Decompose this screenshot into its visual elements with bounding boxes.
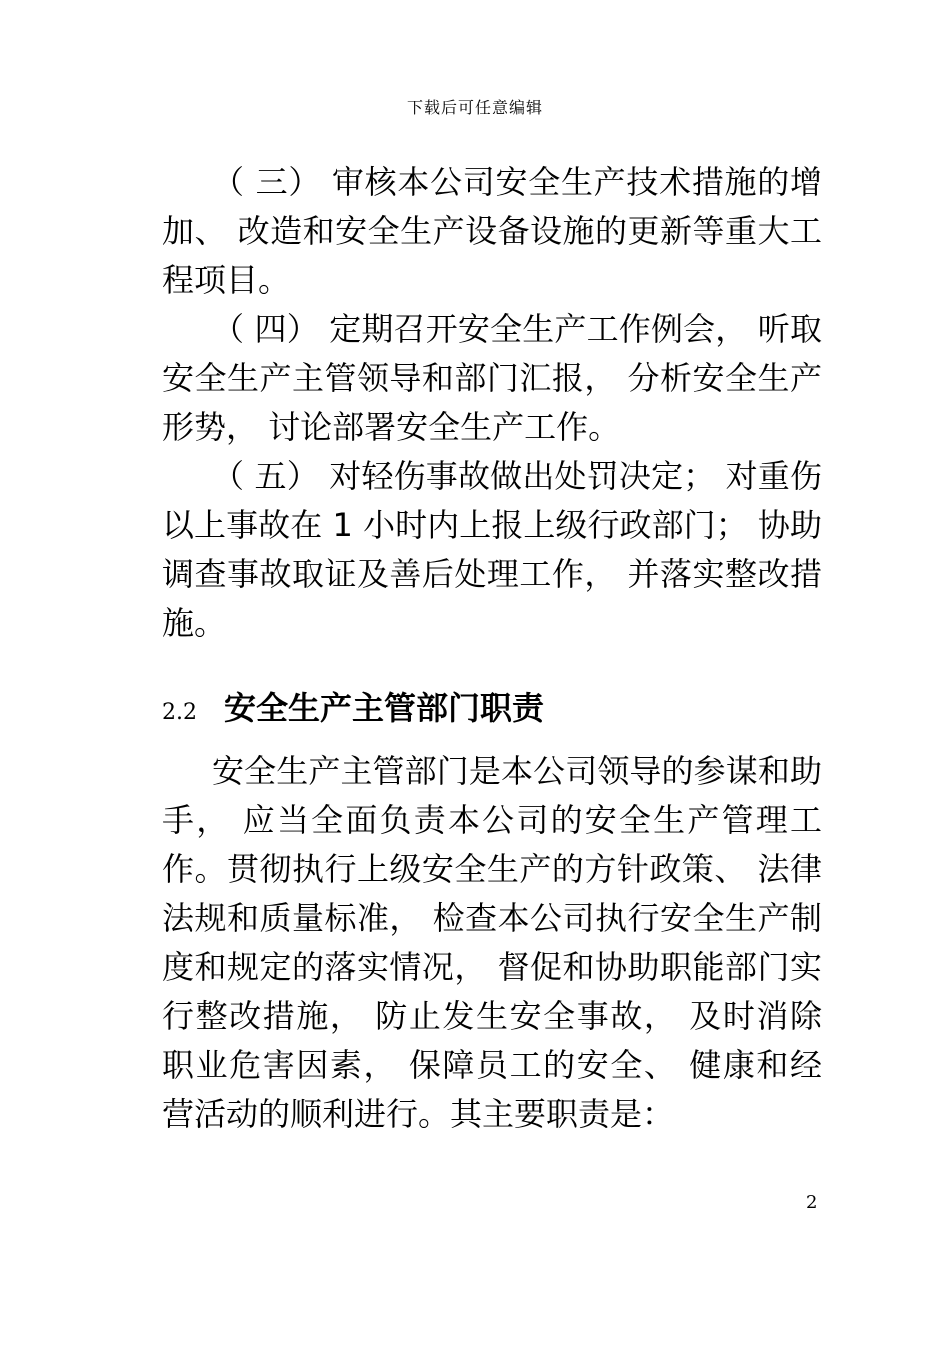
paragraph-item-4: （ 四） 定期召开安全生产工作例会， 听取安全生产主管领导和部门汇报， 分析安全生产形势， 讨论部署安全生产工作。 bbox=[162, 310, 822, 446]
paragraph-item-5: （ 五） 对轻伤事故做出处罚决定； 对重伤以上事故在 1 小时内上报上级行政部门； 协助调查事故取证及善后处理工作， 并落实整改措施。 bbox=[162, 457, 822, 642]
section-number: 2.2 bbox=[162, 700, 197, 725]
paragraph-item-3: （ 三） 审核本公司安全生产技术措施的增加、 改造和安全生产设备设施的更新等重大工程项目。 bbox=[162, 163, 822, 299]
section-intro-paragraph: 安全生产主管部门是本公司领导的参谋和助手， 应当全面负责本公司的安全生产管理工作。贯彻执行上级安全生产的方针政策、 法律法规和质量标准， 检查本公司执行安全生产制度和规定的落实情况， 督促和协助职能部门实行整改措施， 防止发生安全事故， 及时消除职业危害因素， 保障员工的安全、 健康和经营活动的顺利进行。其主要职责是： bbox=[162, 752, 822, 1133]
body-text-section-2 bbox=[162, 747, 822, 1139]
page-header: 下载后可任意编辑 bbox=[406, 98, 543, 117]
page-number: 2 bbox=[806, 1192, 818, 1213]
section-title: 安全生产主管部门职责 bbox=[224, 689, 545, 727]
section-heading bbox=[162, 683, 822, 728]
body-text-section-1 bbox=[162, 158, 822, 648]
